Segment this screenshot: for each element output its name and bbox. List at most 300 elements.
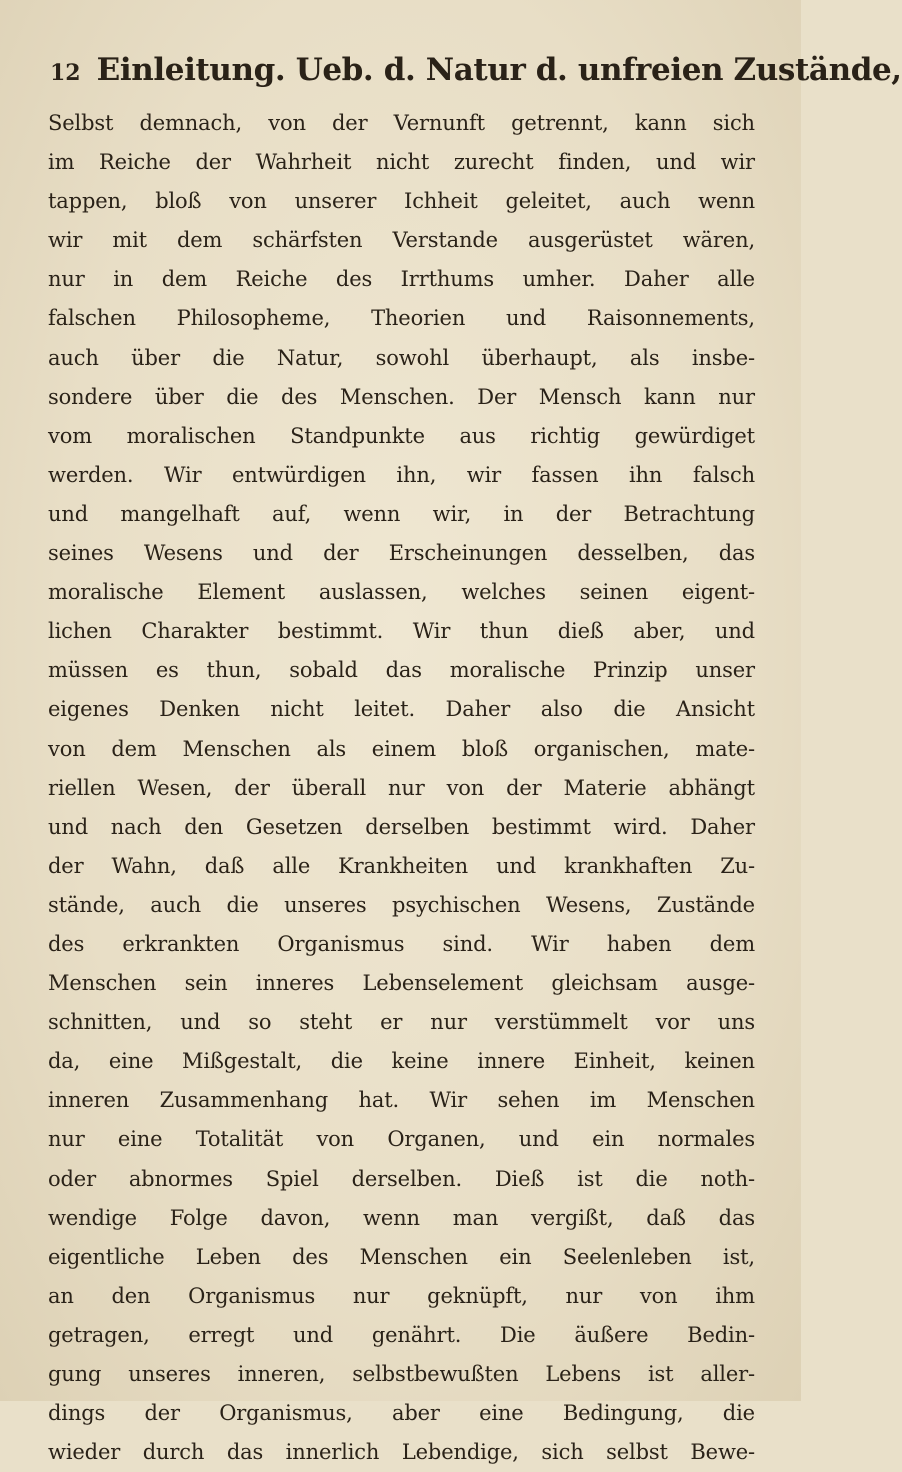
word: und — [252, 541, 293, 566]
text-line — [48, 1042, 755, 1081]
word: Vernunft — [393, 111, 485, 135]
word: seinen — [579, 580, 649, 605]
word: nur — [387, 775, 425, 800]
word: alle — [717, 267, 755, 292]
word: richtig — [530, 423, 600, 448]
word: oder — [48, 1166, 96, 1191]
word: seines — [48, 541, 114, 566]
word: sind. — [442, 931, 493, 956]
text-line — [48, 808, 755, 847]
word: alle — [272, 853, 311, 878]
word: wenn — [363, 1205, 420, 1230]
word: von — [316, 1127, 355, 1152]
word: krankhaften — [564, 853, 693, 878]
word: verstümmelt — [494, 1010, 628, 1035]
word: Standpunkte — [290, 423, 425, 448]
word: des — [281, 384, 318, 409]
word: so — [248, 1010, 272, 1035]
word: inneres — [255, 971, 335, 996]
word: Organismus — [277, 931, 405, 956]
word: des — [292, 1244, 329, 1269]
word: über — [154, 384, 204, 409]
word: in — [503, 501, 524, 526]
word: von — [639, 1283, 678, 1308]
word: eine — [117, 1127, 163, 1152]
text-line — [48, 1199, 755, 1238]
word: Wir — [412, 619, 451, 644]
text-line — [48, 925, 755, 964]
word: dem — [161, 267, 208, 292]
word: daß — [646, 1205, 686, 1230]
word: wenn — [698, 189, 755, 214]
word: Ichheit — [404, 189, 478, 214]
word: selbst — [606, 1440, 668, 1465]
word: vom — [48, 423, 92, 448]
word: die — [722, 1401, 755, 1426]
word: fassen — [531, 462, 599, 487]
text-line — [48, 534, 755, 573]
word: Seelenleben — [562, 1244, 692, 1269]
word: Wir — [531, 931, 569, 956]
word: Organismus, — [219, 1401, 353, 1426]
text-line — [48, 1081, 755, 1120]
word: vergißt, — [531, 1205, 614, 1230]
word: bestimmt. — [277, 619, 384, 644]
word: Menschen — [48, 971, 157, 996]
text-line — [48, 104, 755, 143]
word: sich — [712, 111, 755, 135]
word: auch — [150, 892, 201, 917]
word: getrennt, — [511, 111, 609, 135]
text-line — [48, 1003, 755, 1042]
word: und — [293, 1322, 334, 1347]
word: also — [540, 697, 583, 722]
word: Philosopheme, — [176, 306, 331, 331]
word: sich — [541, 1440, 584, 1465]
word: von — [446, 775, 485, 800]
word: Lebenselement — [362, 971, 523, 996]
text-line — [48, 1316, 755, 1355]
word: unseres — [284, 892, 367, 917]
word: Raisonnements, — [586, 306, 755, 331]
word: nur — [48, 267, 85, 292]
word: Wir — [429, 1088, 467, 1113]
word: bestimmt — [491, 814, 591, 839]
word: ihm — [715, 1283, 755, 1308]
word: umher. — [522, 267, 596, 292]
text-line — [48, 612, 755, 651]
word: eigentliche — [48, 1244, 165, 1269]
word: Wesens — [143, 541, 223, 566]
word: keinen — [684, 1049, 755, 1074]
word: müssen — [48, 658, 129, 683]
word: der — [234, 775, 270, 800]
word: den — [111, 1283, 151, 1308]
word: Gesetzen — [245, 814, 343, 839]
word: riellen — [48, 775, 116, 800]
word: der — [332, 111, 368, 135]
word: einem — [371, 736, 437, 761]
word: normales — [657, 1127, 755, 1152]
word: inneren — [48, 1088, 130, 1113]
word: nur — [430, 1010, 467, 1035]
word: überhaupt, — [481, 345, 598, 370]
word: aus — [459, 423, 496, 448]
word: Menschen — [359, 1244, 468, 1269]
word: aber, — [633, 619, 686, 644]
text-line — [48, 1355, 755, 1394]
text-line — [48, 964, 755, 1003]
text-line — [48, 299, 755, 338]
word: Mensch — [538, 384, 622, 409]
word: demnach, — [139, 111, 243, 135]
word: Wahrheit — [255, 150, 352, 175]
word: mit — [112, 228, 147, 253]
word: als — [316, 736, 347, 761]
word: aber — [391, 1401, 440, 1426]
word: die — [613, 697, 646, 722]
word: keine — [391, 1049, 449, 1074]
word: ihn, — [396, 462, 437, 487]
word: erregt — [188, 1322, 255, 1347]
word: im — [48, 150, 75, 175]
word: die — [330, 1049, 363, 1074]
word: im — [589, 1088, 617, 1113]
word: Denken — [159, 697, 240, 722]
word: Element — [197, 580, 286, 605]
word: mate- — [695, 736, 755, 761]
word: lichen — [48, 619, 112, 644]
word: und — [48, 814, 89, 839]
word: moralischen — [126, 423, 256, 448]
word: Verstande — [392, 228, 498, 253]
word: thun — [479, 619, 529, 644]
word: tappen, — [48, 189, 128, 214]
word: abhängt — [668, 775, 755, 800]
word: er — [380, 1010, 403, 1035]
word: unserer — [294, 189, 377, 214]
word: entwürdigen — [232, 462, 366, 487]
word: bloß — [155, 189, 202, 214]
word: innere — [477, 1049, 546, 1074]
word: Totalität — [195, 1127, 284, 1152]
word: ein — [499, 1244, 532, 1269]
word: Leben — [195, 1244, 261, 1269]
text-line — [48, 339, 755, 378]
word: dings — [48, 1401, 106, 1426]
word: unseres — [128, 1362, 211, 1386]
word: Krankheiten — [338, 853, 469, 878]
word: innerlich — [285, 1440, 380, 1465]
text-line — [48, 730, 755, 769]
word: eigenes — [48, 697, 129, 722]
word: nicht — [270, 697, 324, 722]
word: werden. — [48, 462, 134, 487]
word: eine — [108, 1049, 154, 1074]
word: Wir — [163, 462, 202, 487]
word: derselben. — [351, 1166, 462, 1191]
word: leitet. — [354, 697, 415, 722]
word: genährt. — [371, 1322, 462, 1347]
word: dem — [709, 931, 755, 956]
word: Einheit, — [573, 1049, 656, 1074]
word: der — [144, 1401, 180, 1426]
body-text — [48, 104, 755, 1472]
word: wir — [48, 228, 83, 253]
word: es — [155, 658, 179, 683]
word: nicht — [375, 150, 430, 175]
word: Zustände — [656, 892, 755, 917]
word: wir — [466, 462, 502, 487]
text-line — [48, 769, 755, 808]
word: stände, — [48, 892, 125, 917]
word: ist — [647, 1362, 674, 1386]
word: Daher — [624, 267, 689, 292]
word: steht — [299, 1010, 353, 1035]
text-line — [48, 143, 755, 182]
word: falsch — [692, 462, 755, 487]
word: äußere — [574, 1322, 649, 1347]
word: Wesens, — [545, 892, 632, 917]
word: durch — [142, 1440, 205, 1465]
word: kann — [634, 111, 687, 135]
word: haben — [606, 931, 672, 956]
word: mangelhaft — [120, 501, 240, 526]
word: wieder — [48, 1440, 121, 1465]
word: von — [268, 111, 306, 135]
word: nur — [718, 384, 755, 409]
word: wir, — [432, 501, 472, 526]
word: dieß — [557, 619, 604, 644]
text-line — [48, 651, 755, 690]
text-line — [48, 690, 755, 729]
word: Zusammenhang — [159, 1088, 328, 1113]
word: abnormes — [128, 1166, 233, 1191]
word: desselben, — [577, 541, 689, 566]
word: Menschen. — [339, 384, 455, 409]
word: eigent- — [681, 580, 755, 605]
word: nur — [565, 1283, 603, 1308]
word: sobald — [289, 658, 358, 683]
word: bloß — [461, 736, 509, 761]
word: Organismus — [188, 1283, 316, 1308]
word: erkrankten — [122, 931, 240, 956]
word: Ansicht — [676, 697, 755, 722]
word: getragen, — [48, 1322, 150, 1347]
word: Materie — [563, 775, 647, 800]
word: auf, — [271, 501, 312, 526]
word: das — [385, 658, 422, 683]
running-title: Einleitung. Ueb. d. Natur d. unfreien Zustände, — [96, 52, 902, 88]
word: die — [212, 345, 245, 370]
word: ist, — [722, 1244, 755, 1269]
text-line — [48, 886, 755, 925]
word: und — [518, 1127, 559, 1152]
word: sein — [184, 971, 228, 996]
word: Bewe- — [690, 1440, 755, 1465]
word: nach — [110, 814, 162, 839]
word: geknüpft, — [427, 1283, 528, 1308]
text-line — [48, 1394, 755, 1433]
word: Lebens — [545, 1362, 622, 1386]
word: Mißgestalt, — [182, 1049, 303, 1074]
word: und — [48, 501, 89, 526]
word: Menschen — [646, 1088, 755, 1113]
word: der — [555, 501, 592, 526]
word: Dieß — [494, 1166, 545, 1191]
word: hat. — [358, 1088, 400, 1113]
word: sehen — [497, 1088, 560, 1113]
word: Wesen, — [137, 775, 213, 800]
word: nur — [352, 1283, 390, 1308]
word: überall — [291, 775, 367, 800]
word: auch — [48, 345, 99, 370]
word: Irrthums — [400, 267, 495, 292]
word: noth- — [700, 1166, 755, 1191]
word: das — [718, 541, 755, 566]
word: welches — [461, 580, 546, 605]
word: dem — [111, 736, 157, 761]
text-line — [48, 456, 755, 495]
word: schnitten, — [48, 1010, 153, 1035]
word: des — [335, 267, 373, 292]
word: Bedin- — [687, 1322, 755, 1347]
word: wären, — [682, 228, 755, 253]
word: Folge — [169, 1205, 228, 1230]
word: das — [718, 1205, 755, 1230]
word: organischen, — [533, 736, 670, 761]
word: derselben — [365, 814, 470, 839]
text-line — [48, 1160, 755, 1199]
word: der — [48, 853, 84, 878]
word: inneren, — [237, 1362, 326, 1386]
text-line — [48, 573, 755, 612]
word: der — [323, 541, 359, 566]
word: Daher — [445, 697, 511, 722]
page-number: 12 — [50, 60, 81, 86]
word: ist — [577, 1166, 603, 1191]
word: und — [180, 1010, 221, 1035]
word: an — [48, 1283, 74, 1308]
word: über — [131, 345, 180, 370]
word: Theorien — [371, 306, 466, 331]
word: eine — [479, 1401, 524, 1426]
word: und — [506, 306, 547, 331]
text-line — [48, 260, 755, 299]
text-line — [48, 1433, 755, 1472]
word: das — [226, 1440, 264, 1465]
word: von — [229, 189, 267, 214]
word: und — [496, 853, 537, 878]
text-line — [48, 847, 755, 886]
word: unser — [695, 658, 755, 683]
word: ein — [592, 1127, 625, 1152]
word: wenn — [343, 501, 401, 526]
word: ausge- — [686, 971, 755, 996]
word: Menschen — [182, 736, 291, 761]
word: Lebendige, — [401, 1440, 519, 1465]
word: von — [48, 736, 86, 761]
word: Daher — [690, 814, 755, 839]
word: gewürdiget — [634, 423, 755, 448]
word: man — [452, 1205, 499, 1230]
text-line — [48, 378, 755, 417]
word: Organen, — [387, 1127, 486, 1152]
word: Prinzip — [593, 658, 668, 683]
word: auch — [619, 189, 671, 214]
word: falschen — [48, 306, 136, 331]
word: Reiche — [99, 150, 171, 175]
word: als — [629, 345, 660, 370]
word: Betrachtung — [623, 501, 755, 526]
word: auslassen, — [318, 580, 428, 605]
running-header — [50, 48, 902, 94]
word: selbstbewußten — [352, 1362, 519, 1386]
word: und — [655, 150, 696, 175]
word: aller- — [700, 1362, 755, 1386]
text-line — [48, 182, 755, 221]
word: zurecht — [453, 150, 534, 175]
word: den — [184, 814, 224, 839]
word: Selbst — [48, 111, 114, 135]
word: des — [48, 931, 85, 956]
word: Bedingung, — [562, 1401, 684, 1426]
word: finden, — [558, 150, 632, 175]
word: daß — [204, 853, 245, 878]
word: kann — [643, 384, 696, 409]
word: die — [226, 892, 259, 917]
word: ausgerüstet — [527, 228, 653, 253]
word: davon, — [260, 1205, 331, 1230]
word: psychischen — [392, 892, 521, 917]
text-line — [48, 1277, 755, 1316]
text-line — [48, 417, 755, 456]
word: wird. — [613, 814, 668, 839]
word: Reiche — [235, 267, 308, 292]
word: Zu- — [720, 853, 755, 878]
word: Der — [477, 384, 517, 409]
word: vor — [655, 1010, 690, 1035]
word: uns — [717, 1010, 755, 1035]
word: wir — [720, 150, 755, 175]
word: und — [714, 619, 755, 644]
word: moralische — [449, 658, 566, 683]
text-line — [48, 495, 755, 534]
word: Erscheinungen — [388, 541, 548, 566]
word: Spiel — [265, 1166, 319, 1191]
word: gung — [48, 1362, 102, 1386]
word: Die — [500, 1322, 536, 1347]
word: wendige — [48, 1205, 137, 1230]
word: dem — [176, 228, 223, 253]
word: sowohl — [375, 345, 450, 370]
word: moralische — [48, 580, 164, 605]
text-line — [48, 1120, 755, 1159]
word: die — [635, 1166, 668, 1191]
word: insbe- — [691, 345, 755, 370]
word: der — [506, 775, 542, 800]
word: da, — [48, 1049, 81, 1074]
word: sondere — [48, 384, 133, 409]
word: gleichsam — [551, 971, 658, 996]
word: schärfsten — [252, 228, 363, 253]
word: Charakter — [141, 619, 249, 644]
word: ihn — [628, 462, 663, 487]
word: Wahn, — [111, 853, 177, 878]
word: in — [113, 267, 134, 292]
text-line — [48, 221, 755, 260]
word: geleitet, — [505, 189, 592, 214]
